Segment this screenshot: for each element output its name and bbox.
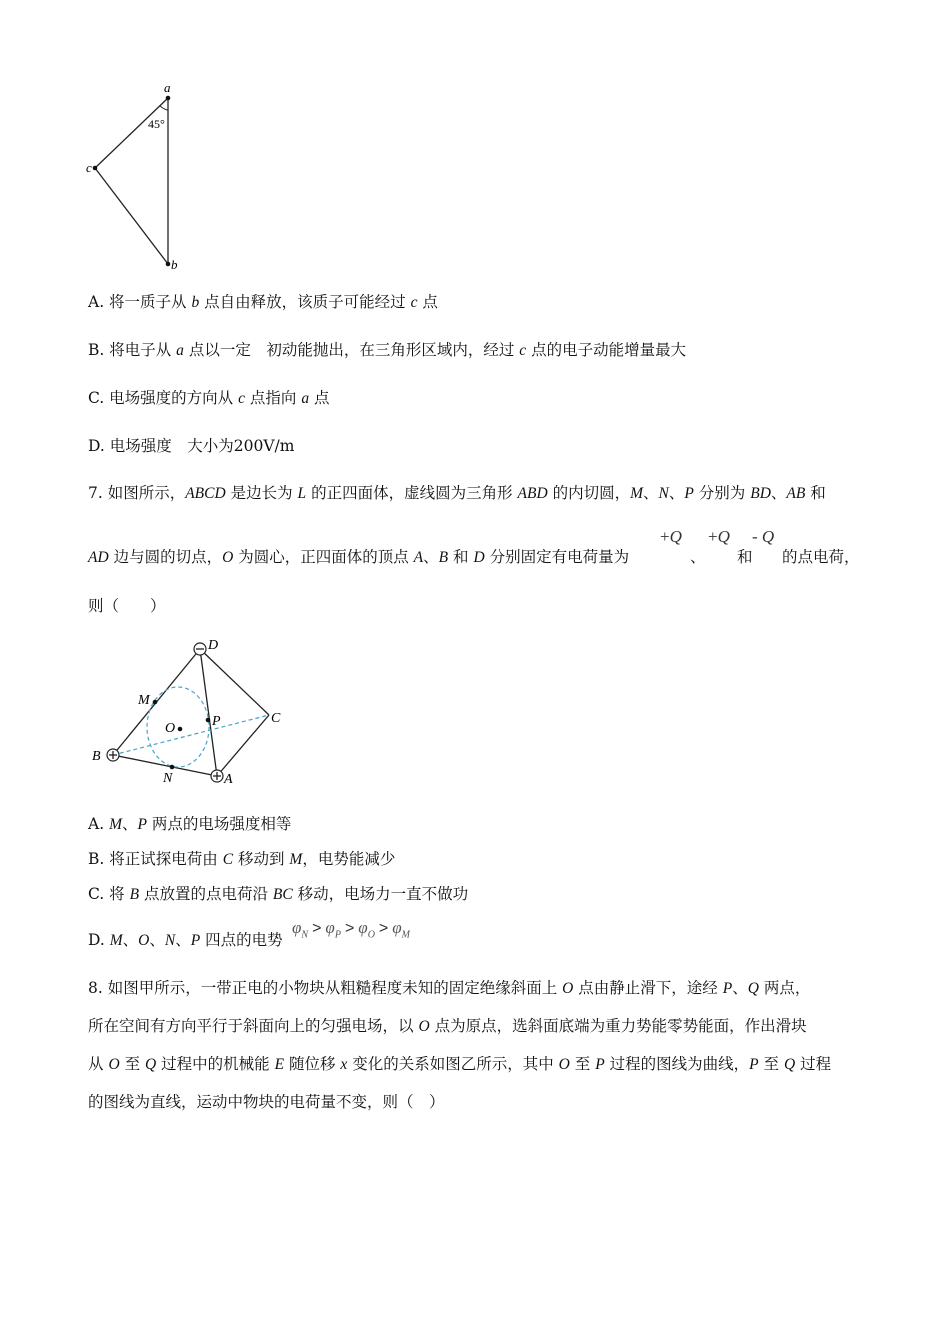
label-c: C xyxy=(271,711,281,726)
q7-separator-2: 和 xyxy=(737,548,753,566)
q7-option-a: A. M、P 两点的电场强度相等 xyxy=(88,815,292,833)
q7-option-b: B. 将正试探电荷由 C 移动到 M，电势能减少 xyxy=(88,850,396,868)
label-m: M xyxy=(138,693,150,708)
triangle-figure xyxy=(80,80,200,275)
potential-inequality: $\varphi_N > \varphi_P > \varphi_O > \varphi_M$ xyxy=(292,918,411,941)
q8-line-1: 8. 如图甲所示，一带正电的小物块从粗糙程度未知的固定绝缘斜面上 O 点由静止滑下，途经 P、Q 两点， xyxy=(88,979,811,997)
point-a xyxy=(166,96,171,101)
label-a: a xyxy=(164,80,171,95)
point-p xyxy=(206,718,211,723)
q7-separator-1: 、 xyxy=(690,548,706,566)
tetrahedron-figure xyxy=(88,632,298,792)
q7-line-1: 7. 如图所示，ABCD 是边长为 L 的正四面体，虚线圆为三角形 ABD 的内切圆，M、N、P 分别为 BD、AB 和 xyxy=(88,484,826,502)
q7-line-3: 则（ ） xyxy=(88,597,166,615)
point-c xyxy=(93,166,98,171)
q6-option-a: A. 将一质子从 b 点自由释放，该质子可能经过 c 点 xyxy=(88,293,438,311)
q8-line-3: 从 O 至 Q 过程中的机械能 E 随位移 x 变化的关系如图乙所示，其中 O 至 P 过程的图线为曲线，P 至 Q 过程 xyxy=(88,1055,832,1073)
label-o: O xyxy=(165,721,176,736)
label-a: A xyxy=(224,772,233,787)
q8-line-4: 的图线为直线，运动中物块的电荷量不变，则（ ） xyxy=(88,1093,445,1111)
q7-option-d: D. M、O、N、P 四点的电势 xyxy=(88,931,283,949)
point-b xyxy=(166,262,171,267)
label-c: c xyxy=(86,160,92,175)
point-m xyxy=(153,700,158,705)
label-b: b xyxy=(171,257,178,272)
point-o xyxy=(178,727,183,732)
angle-label: 45° xyxy=(148,117,165,131)
label-d: D xyxy=(208,638,219,653)
q7-line-2: AD 边与圆的切点，O 为圆心，正四面体的顶点 A、B 和 D 分别固定有电荷量为 xyxy=(88,548,630,566)
label-b: B xyxy=(92,749,101,764)
charge-plus-q-2: +Q xyxy=(708,527,730,546)
q6-option-b: B. 将电子从 a 点以一定 初动能抛出，在三角形区域内，经过 c 点的电子动能增量最大 xyxy=(88,341,687,359)
q8-line-2: 所在空间有方向平行于斜面向上的匀强电场，以 O 点为原点，选斜面底端为重力势能零势能面，作出滑块 xyxy=(88,1017,807,1035)
q6-option-c: C. 电场强度的方向从 c 点指向 a 点 xyxy=(88,389,330,407)
charge-minus-q: - Q xyxy=(752,527,775,546)
charge-plus-q-1: +Q xyxy=(660,527,682,546)
q6-option-d: D. 电场强度 大小为200V/m xyxy=(88,437,295,455)
q7-option-c: C. 将 B 点放置的点电荷沿 BC 移动，电场力一直不做功 xyxy=(88,885,469,903)
label-n: N xyxy=(163,771,173,786)
label-p: P xyxy=(212,714,221,729)
q7-line-2-end: 的点电荷， xyxy=(782,548,860,566)
point-n xyxy=(170,765,175,770)
